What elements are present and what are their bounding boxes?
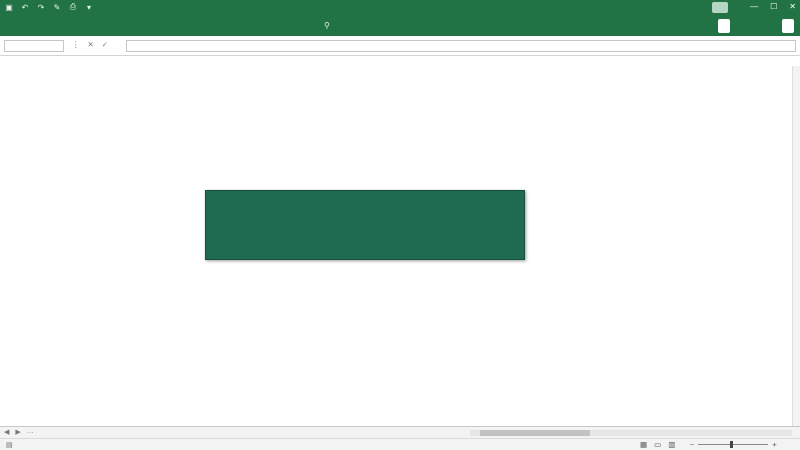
info-popup bbox=[205, 190, 525, 260]
page-break-view-icon[interactable]: ▥ bbox=[668, 440, 676, 449]
title-bar bbox=[0, 0, 800, 16]
search-box[interactable] bbox=[324, 21, 335, 30]
print-icon[interactable]: ⎙ bbox=[69, 2, 77, 11]
normal-view-icon[interactable]: ▦ bbox=[640, 440, 648, 449]
macro-record-icon[interactable]: ▤ bbox=[6, 442, 13, 449]
format-painter-icon[interactable]: ✎ bbox=[53, 2, 61, 12]
avatar[interactable] bbox=[712, 2, 728, 13]
redo-icon[interactable]: ↷ bbox=[37, 2, 45, 12]
sheet-tabs-bar bbox=[0, 426, 800, 438]
enter-icon[interactable]: ✓ bbox=[101, 40, 109, 49]
zoom-track[interactable] bbox=[698, 444, 768, 445]
vertical-scrollbar[interactable] bbox=[792, 66, 800, 426]
next-sheet-icon[interactable]: ▶ bbox=[15, 429, 21, 436]
comments-button[interactable] bbox=[782, 19, 794, 33]
prev-sheet-icon[interactable]: ◀ bbox=[4, 429, 10, 436]
close-icon[interactable]: ✕ bbox=[789, 2, 796, 11]
share-button[interactable] bbox=[718, 19, 730, 33]
zoom-slider[interactable] bbox=[690, 440, 777, 449]
minimize-icon[interactable]: — bbox=[750, 2, 759, 11]
cancel-icon[interactable]: ✕ bbox=[87, 40, 94, 49]
zoom-out-icon[interactable]: − bbox=[690, 440, 695, 449]
status-bar bbox=[0, 438, 800, 450]
quick-access-toolbar bbox=[4, 2, 94, 12]
formula-controls bbox=[72, 40, 116, 49]
horizontal-scroll-thumb[interactable] bbox=[480, 430, 590, 436]
view-buttons bbox=[640, 440, 675, 449]
page-layout-view-icon[interactable]: ▭ bbox=[654, 440, 662, 449]
zoom-knob[interactable] bbox=[730, 441, 733, 448]
customize-icon[interactable]: ▾ bbox=[86, 2, 91, 12]
ribbon-tabs bbox=[0, 16, 800, 36]
window-controls bbox=[750, 2, 796, 11]
undo-icon[interactable]: ↶ bbox=[21, 2, 29, 12]
formula-bar bbox=[0, 36, 800, 56]
tab-navigation bbox=[4, 428, 34, 436]
more-sheets-icon[interactable]: … bbox=[26, 428, 34, 435]
maximize-icon[interactable]: ☐ bbox=[770, 2, 778, 11]
formula-input[interactable] bbox=[126, 40, 796, 52]
save-icon[interactable]: ▣ bbox=[5, 2, 13, 12]
name-box[interactable] bbox=[4, 40, 64, 52]
zoom-in-icon[interactable]: + bbox=[772, 440, 777, 449]
horizontal-scrollbar[interactable] bbox=[470, 430, 792, 436]
search-icon: ⚲ bbox=[324, 21, 330, 30]
more-icon[interactable]: ⋮ bbox=[72, 40, 80, 49]
